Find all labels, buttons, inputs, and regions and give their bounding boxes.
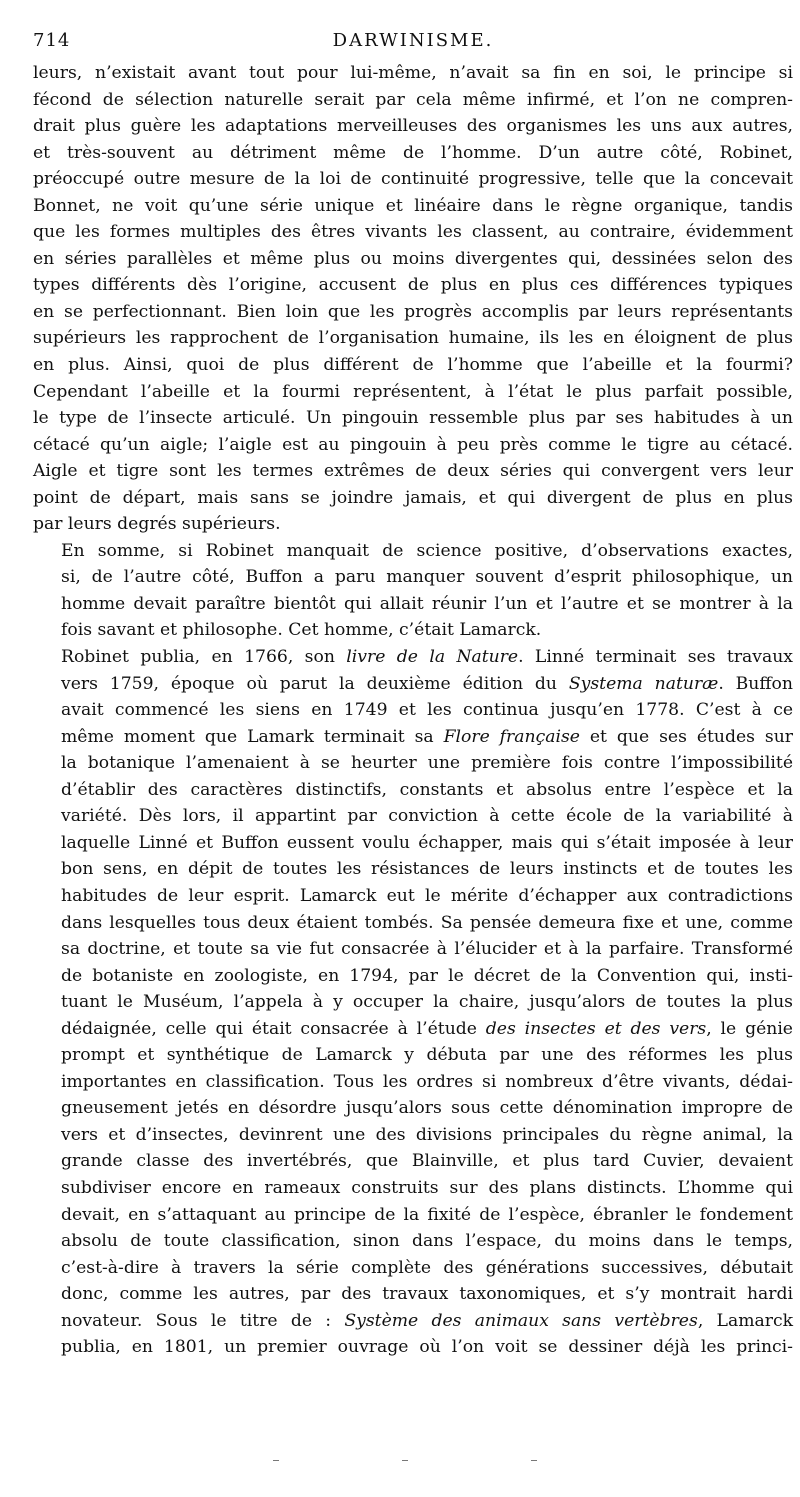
text-line: de botaniste en zoologiste, en 1794, par le décret de la Convention qui, insti- (61, 965, 793, 986)
text-line: point de départ, mais sans se joindre jamais, et qui divergent de plus en plus (33, 487, 793, 508)
text-line: variété. Dès lors, il appartint par conviction à cette école de la variabilité à (61, 806, 793, 827)
text-line: d’établir des caractères distinctifs, constants et absolus entre l’espèce et la (61, 779, 793, 800)
text-line: fois savant et philosophe. Cet homme, c’était Lamarck. (61, 620, 542, 641)
text-line: que les formes multiples des êtres vivants les classent, au contraire, évidemment (33, 222, 793, 243)
text-line: en plus. Ainsi, quoi de plus différent de l’homme que l’abeille et la fourmi? (33, 355, 793, 376)
text-line: Bonnet, ne voit qu’une série unique et linéaire dans le règne organique, tandis (33, 195, 793, 216)
text-line: la botanique l’amenaient à se heurter une première fois contre l’impossibilité (61, 753, 793, 774)
text-line: le type de l’insecte articulé. Un pingouin ressemble plus par ses habitudes à un (33, 408, 793, 429)
text-line: préoccupé outre mesure de la loi de continuité progressive, telle que la concevait (33, 169, 793, 190)
text-line: grande classe des invertébrés, que Blainville, et plus tard Cuvier, devaient (61, 1151, 793, 1172)
page-number: 714 (33, 30, 71, 51)
scan-mark (531, 1460, 537, 1461)
text-line: fécond de sélection naturelle serait par cela même infirmé, et l’on ne compren- (33, 89, 793, 110)
text-line: sa doctrine, et toute sa vie fut consacrée à l’élucider et à la parfaire. Transformé (61, 939, 793, 960)
paragraph-2 (33, 538, 793, 644)
text-line: et très-souvent au détriment même de l’homme. D’un autre côté, Robinet, (33, 142, 793, 163)
text-line: avait commencé les siens en 1749 et les continua jusqu’en 1778. C’est à ce (61, 700, 793, 721)
text-line: en séries parallèles et même plus ou moins divergentes qui, dessinées selon des (33, 248, 793, 269)
text-line: supérieurs les rapprochent de l’organisation humaine, ils les en éloignent de plus (33, 328, 793, 349)
text-line: laquelle Linné et Buffon eussent voulu échapper, mais qui s’était imposée à leur (61, 832, 793, 853)
footer-scan-marks (0, 1460, 800, 1470)
text-line: c’est-à-dire à travers la série complète des générations successives, débutait (61, 1257, 793, 1278)
text-line: vers et d’insectes, devinrent une des divisions principales du règne animal, la (61, 1124, 793, 1145)
text-line: novateur. Sous le titre de : Système des animaux sans vertèbres, Lamarck (61, 1310, 794, 1331)
italic-title: Systema naturæ (568, 673, 719, 694)
text-line: prompt et synthétique de Lamarck y débuta par une des réformes les plus (61, 1045, 793, 1066)
text-line: dans lesquelles tous deux étaient tombés. Sa pensée demeura fixe et une, comme (61, 912, 793, 933)
italic-title: des insectes et des vers (485, 1018, 707, 1039)
text-line: subdiviser encore en rameaux construits sur des plans distincts. L’homme qui (61, 1177, 793, 1198)
text-line: leurs, n’existait avant tout pour lui-même, n’avait sa fin en soi, le principe si (33, 63, 793, 83)
text-line: tuant le Muséum, l’appela à y occuper la chaire, jusqu’alors de toutes la plus (61, 992, 793, 1013)
text-line: habitudes de leur esprit. Lamarck eut le mérite d’échapper aux contradictions (61, 885, 793, 906)
italic-title: livre de la Nature (346, 647, 519, 668)
text-line: Aigle et tigre sont les termes extrêmes de deux séries qui convergent vers leur (33, 461, 793, 482)
italic-title: Système des animaux sans vertèbres (344, 1310, 698, 1331)
text-line: types différents dès l’origine, accusent de plus en plus ces différences typiques (33, 275, 793, 296)
text-line: même moment que Lamark terminait sa Flore française et que ses études sur (61, 726, 793, 747)
book-page (33, 30, 793, 1361)
text-line: drait plus guère les adaptations merveilleuses des organismes les uns aux autres, (33, 116, 793, 137)
text-line: absolu de toute classification, sinon dans l’espace, du moins dans le temps, (61, 1231, 793, 1252)
running-title: DARWINISME. (332, 30, 494, 51)
scan-mark (402, 1460, 408, 1461)
text-line: homme devait paraître bientôt qui allait réunir l’un et l’autre et se montrer à la (61, 593, 793, 614)
text-line: devait, en s’attaquant au principe de la fixité de l’espèce, ébranler le fondement (61, 1204, 793, 1225)
text-line: dédaignée, celle qui était consacrée à l’étude des insectes et des vers, le génie (61, 1018, 793, 1039)
text-line: donc, comme les autres, par des travaux taxonomiques, et s’y montrait hardi (61, 1284, 793, 1305)
text-line: vers 1759, époque où parut la deuxième édition du Systema naturæ. Buffon (61, 673, 793, 694)
text-line: cétacé qu’un aigle; l’aigle est au pingouin à peu près comme le tigre au cétacé. (33, 434, 793, 455)
body-text (33, 60, 793, 1361)
text-line: importantes en classification. Tous les ordres si nombreux d’être vivants, dédai- (61, 1071, 793, 1092)
italic-title: Flore française (443, 726, 580, 747)
paragraph-3 (33, 644, 793, 1361)
paragraph-1 (33, 60, 793, 538)
text-line: par leurs degrés supérieurs. (33, 514, 281, 535)
text-line: gneusement jetés en désordre jusqu’alors sous cette dénomination impropre de (61, 1098, 793, 1119)
text-line: publia, en 1801, un premier ouvrage où l’on voit se dessiner déjà les princi- (61, 1337, 793, 1358)
text-line: Cependant l’abeille et la fourmi représentent, à l’état le plus parfait possible, (33, 381, 793, 402)
text-line: Robinet publia, en 1766, son livre de la Nature. Linné terminait ses travaux (61, 647, 793, 668)
text-line: en se perfectionnant. Bien loin que les progrès accomplis par leurs représentants (33, 301, 793, 322)
text-line: En somme, si Robinet manquait de science positive, d’observations exactes, (61, 540, 793, 561)
scan-mark (273, 1460, 279, 1461)
text-line: si, de l’autre côté, Buffon a paru manquer souvent d’esprit philosophique, un (61, 567, 793, 588)
running-head (33, 30, 793, 58)
text-line: bon sens, en dépit de toutes les résistances de leurs instincts et de toutes les (61, 859, 793, 880)
